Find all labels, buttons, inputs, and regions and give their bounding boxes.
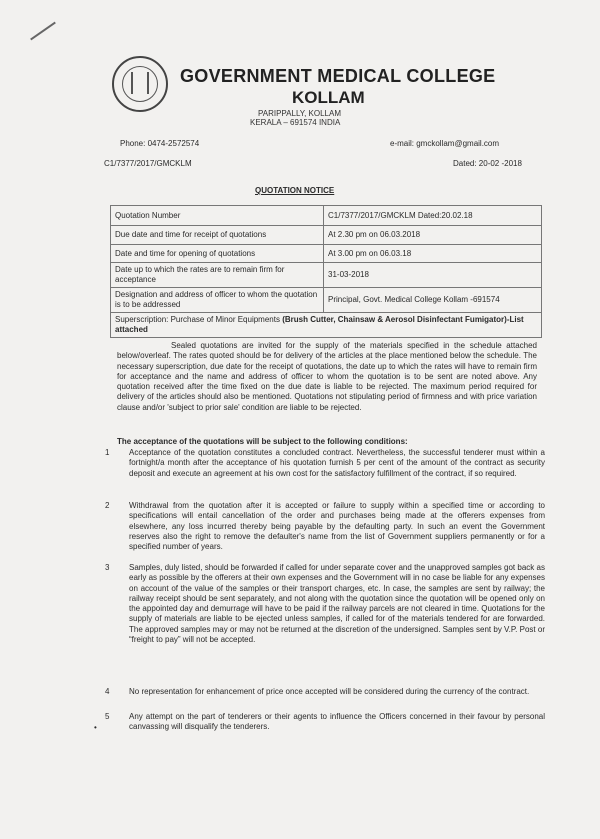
condition-text: Acceptance of the quotation constitutes a concluded contract. Nevertheless, the successful tenderer must within a fortnight/a month after the acceptance of his quotation furnish 5 per cent of the amount of the contract as security deposit and execute an agreement at his own cost for the satisfactory fulfillment of the contract, if so required.	[129, 448, 545, 478]
row-label: Date and time for opening of quotations	[111, 245, 324, 263]
superscription-cell	[111, 313, 542, 338]
superscription-items: (Brush Cutter, Chainsaw & Aerosol Disinfectant Fumigator)-List attached	[115, 315, 524, 334]
condition-number: 4	[105, 687, 110, 696]
document-date: Dated: 20-02 -2018	[453, 159, 522, 168]
table-row	[111, 263, 542, 288]
email-address: e-mail: gmckollam@gmail.com	[390, 139, 500, 148]
college-seal-logo	[112, 56, 168, 112]
condition-item	[105, 448, 545, 479]
condition-text: Withdrawal from the quotation after it is accepted or failure to supply within a specified time or according to specifications will entail cancellation of the order and purchases being made at the offerers expenses from elsewhere, any loss incurred thereby being payable by the defaulting party. In such an event the Government reserves also the right to remove the defaulter's name from the list of Government suppliers permanently or for a specified number of years.	[129, 501, 545, 552]
bullet-mark: •	[94, 723, 97, 732]
row-label: Due date and time for receipt of quotations	[111, 226, 324, 245]
row-label: Date up to which the rates are to remain firm for acceptance	[111, 263, 324, 288]
address-line-1: PARIPPALLY, KOLLAM	[258, 109, 342, 118]
condition-item	[105, 687, 545, 697]
condition-item	[105, 501, 545, 552]
conditions-heading: The acceptance of the quotations will be subject to the following conditions:	[117, 437, 408, 446]
superscription-row	[111, 313, 542, 338]
condition-text: Samples, duly listed, should be forwarded if called for under separate cover and the unapproved samples got back as early as possible by the offerers at their own expenses and the Government will in no case be liable for any expenses on account of the value of the samples or their transport charges, etc. In case, the samples are sent by railway; the railway receipt should be sent separately, and not along with the quotation since the quotation will be opened only on the appointed day and demurrage will have to be paid if the railway parcels are not cleared in time. Quotations for the supply of materials are liable to be ejected unless samples, if called for of the materials tendered for are forwarded. The approved samples may or may not be returned at the discretion of the undersigned. Samples sent by V.P. Post or “freight to pay” will not be accepted.	[129, 563, 545, 645]
college-name: GOVERNMENT MEDICAL COLLEGE	[180, 66, 496, 86]
row-value: At 2.30 pm on 06.03.2018	[324, 226, 542, 245]
intro-paragraph: Sealed quotations are invited for the supply of the materials specified in the schedule attached below/overleaf. The rates quoted should be for delivery of the articles at the place mentioned below the schedule. The necessary superscription, due date for the receipt of quotations, the date up to which the rates will have to remain firm for acceptance and the name and address of officer to whom the quotation is to be sent are noted above. Any quotation received after the time fixed on the due date is liable to be rejected. The maximum period required for delivery of the articles should also be mentioned. Quotations not stipulating period of firmness and with price variation clause and/or 'subject to prior sale' condition are liable to be rejected.	[117, 341, 537, 412]
condition-number: 3	[105, 563, 110, 572]
condition-text: Any attempt on the part of tenderers or their agents to influence the Officers concerned in their favour by personal canvassing will disqualify the tenderers.	[129, 712, 545, 732]
condition-number: 2	[105, 501, 110, 510]
row-value: Principal, Govt. Medical College Kollam -691574	[324, 288, 542, 313]
superscription-prefix: Superscription: Purchase of Minor Equipments	[115, 315, 283, 324]
address-line-2: KERALA – 691574 INDIA	[250, 118, 341, 127]
condition-number: 1	[105, 448, 110, 457]
condition-item	[105, 563, 545, 645]
pen-mark	[30, 22, 56, 41]
reference-number: C1/7377/2017/GMCKLM	[104, 159, 192, 168]
table-row	[111, 226, 542, 245]
quotation-details-table	[110, 205, 542, 338]
condition-text: No representation for enhancement of price once accepted will be considered during the currency of the contract.	[129, 687, 530, 696]
table-row	[111, 206, 542, 226]
row-value: At 3.00 pm on 06.03.18	[324, 245, 542, 263]
intro-section	[117, 341, 537, 413]
notice-title: QUOTATION NOTICE	[255, 186, 335, 195]
table-row	[111, 288, 542, 313]
condition-number: 5	[105, 712, 110, 721]
table-row	[111, 245, 542, 263]
row-label: Quotation Number	[111, 206, 324, 226]
condition-item	[105, 712, 545, 733]
row-label: Designation and address of officer to whom the quotation is to be addressed	[111, 288, 324, 313]
row-value: C1/7377/2017/GMCKLM Dated:20.02.18	[324, 206, 542, 226]
phone-number: Phone: 0474-2572574	[120, 139, 200, 148]
college-city: KOLLAM	[292, 88, 365, 107]
row-value: 31-03-2018	[324, 263, 542, 288]
seal-emblem-icon	[131, 72, 149, 94]
